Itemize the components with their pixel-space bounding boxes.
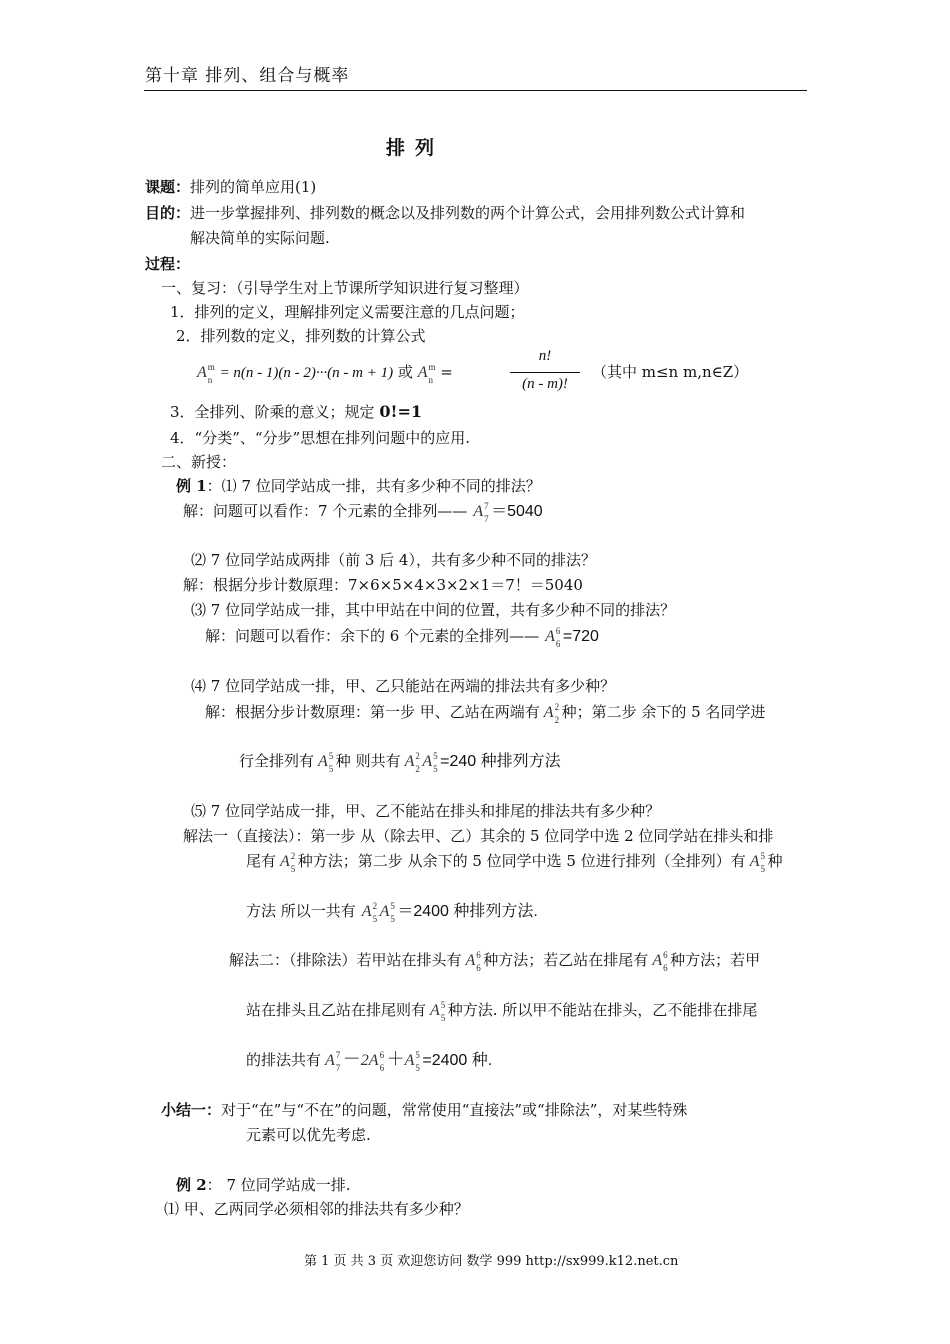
topic-text: 排列的简单应用(1): [190, 178, 317, 196]
ex2-question-1: ⑴ 甲、乙两同学必须相邻的排法共有多少种？: [164, 1200, 469, 1218]
fraction-numerator: n!: [538, 348, 552, 364]
goal-label: 目的：: [145, 204, 191, 222]
ex1-question-4: ⑷ 7 位同学站成一排，甲、乙只能站在两端的排法共有多少种？: [191, 677, 616, 695]
ex1-question-3: ⑶ 7 位同学站成一排，其中甲站在中间的位置，共有多少种不同的排法？: [191, 601, 676, 619]
perm-A52: A 2 5: [280, 851, 296, 874]
zero-factorial: 0!=1: [379, 402, 423, 421]
new-lesson-heading: 二、新授：: [161, 453, 237, 471]
formula-fraction: [510, 348, 580, 393]
perm-A55-d: A 5 5: [379, 901, 395, 924]
review-item-4: 4．“分类”、“分步”思想在排列问题中的应用.: [170, 429, 470, 447]
goal-text-1: 进一步掌握排列、排列数的概念以及排列数的两个计算公式，会用排列数公式计算和: [190, 204, 746, 222]
summary-line-1: 小结一：对于“在”与“不在”的问题，常常使用“直接法”或“排除法”，对某些特殊: [161, 1101, 688, 1119]
fraction-denominator: (n - m)!: [522, 376, 568, 392]
perm-symbol-A: A m n: [197, 362, 215, 385]
perm-symbol-A-2: A m n: [417, 362, 436, 385]
page-footer: 第 1 页 共 3 页 欢迎您访问 数学 999 http://sx999.k12.net.cn: [304, 1254, 679, 1269]
ex1-question-1: 例 1：⑴ 7 位同学站成一排，共有多少种不同的排法？: [176, 477, 541, 495]
perm-A55-e: A 5 5: [430, 1000, 446, 1023]
formula-expansion: = n(n - 1)(n - 2)···(n - m + 1): [219, 365, 394, 381]
ex1-label: 例 1: [176, 477, 207, 495]
ex1-method-2a: 解法二：（排除法）若甲站在排头有 A 6 6 种方法；若乙站在排尾有 A 6 6 种方法；若甲: [229, 950, 761, 973]
perm-A55: A 5 5: [318, 751, 334, 774]
review-item-3: 3．全排列、阶乘的意义；规定 0!=1: [170, 402, 423, 421]
formula-or: 或: [397, 363, 413, 381]
topic-line: [145, 177, 316, 197]
ex1-method-1c: 方法 所以一共有 A 2 5 A 5 5 ＝2400 种排列方法.: [246, 901, 538, 924]
permutation-formula: [197, 362, 453, 383]
formula-eq: =: [440, 363, 453, 381]
ex1-solution-2: 解：根据分步计数原理：7×6×5×4×3×2×1＝7！＝5040: [183, 576, 583, 594]
ex1-solution-1: 解：问题可以看作：7 个元素的全排列—— A 7 7 ＝5040: [183, 501, 543, 524]
ex1-question-2: ⑵ 7 位同学站成两排（前 3 后 4），共有多少种不同的排法？: [191, 551, 596, 569]
ex1-method-2b: 站在排头且乙站在排尾则有 A 5 5 种方法. 所以甲不能站在排头，乙不能排在排尾: [246, 1000, 758, 1023]
goal-line-2: 解决简单的实际问题.: [190, 229, 330, 247]
ex1-method-1b: 尾有 A 2 5 种方法；第二步 从余下的 5 位同学中选 5 位进行排列（全排列）有 A 5 5 种: [246, 851, 783, 874]
header-rule: [144, 90, 807, 91]
review-item-2: 2．排列数的定义，排列数的计算公式: [176, 327, 426, 345]
perm-A55-f: A 5 5: [404, 1050, 420, 1073]
ex2-label: 例 2: [176, 1176, 207, 1194]
perm-A22-b: A 2 2: [404, 751, 420, 774]
topic-label: 课题：: [145, 178, 191, 196]
perm-A77: A 7 7: [473, 501, 489, 524]
ex1-question-5: ⑸ 7 位同学站成一排，甲、乙不能站在排头和排尾的排法共有多少种？: [191, 802, 661, 820]
ex1-method-1a: 解法一（直接法）：第一步 从（除去甲、乙）其余的 5 位同学中选 2 位同学站在排头和排: [183, 827, 774, 845]
perm-A66-d: A 6 6: [368, 1050, 385, 1073]
ex2-line: 例 2： 7 位同学站成一排.: [176, 1176, 351, 1194]
perm-A66-c: A 6 6: [652, 950, 668, 973]
summary-line-2: 元素可以优先考虑.: [246, 1126, 371, 1144]
perm-A66-b: A 6 6: [465, 950, 481, 973]
review-heading: 一、复习：（引导学生对上节课所学知识进行复习整理）: [161, 279, 529, 297]
goal-line-1: [145, 203, 745, 223]
perm-A66: A 6 6: [545, 626, 561, 649]
perm-A77-b: A 7 7: [325, 1050, 341, 1073]
perm-A55-c: A 5 5: [749, 851, 766, 874]
chapter-header: 第十章 排列、组合与概率: [145, 66, 350, 86]
fraction-bar: [510, 372, 580, 373]
summary-label: 小结一：: [161, 1101, 222, 1119]
ex1-solution-4a: 解：根据分步计数原理：第一步 甲、乙站在两端有 A 2 2 种；第二步 余下的 5 名同学进: [205, 702, 766, 725]
perm-A55-b: A 5 5: [422, 751, 438, 774]
perm-A52-b: A 2 5: [361, 901, 378, 924]
page-title: 排列: [386, 137, 445, 159]
process-label: 过程：: [145, 255, 191, 273]
perm-A22: A 2 2: [543, 702, 560, 725]
formula-condition: （其中 m≤n m,n∈Z）: [592, 363, 749, 381]
ex1-method-2c: 的排法共有 A 7 7 －2A 6 6 ＋A 5 5 =2400 种.: [246, 1049, 493, 1073]
ex1-solution-3: 解：问题可以看作：余下的 6 个元素的全排列—— A 6 6 =720: [205, 626, 599, 649]
ex1-solution-4b: 行全排列有 A 5 5 种 则共有 A 2 2 A 5 5 =240 种排列方法: [239, 751, 561, 774]
review-item-1: 1．排列的定义，理解排列定义需要注意的几点问题；: [170, 303, 525, 321]
